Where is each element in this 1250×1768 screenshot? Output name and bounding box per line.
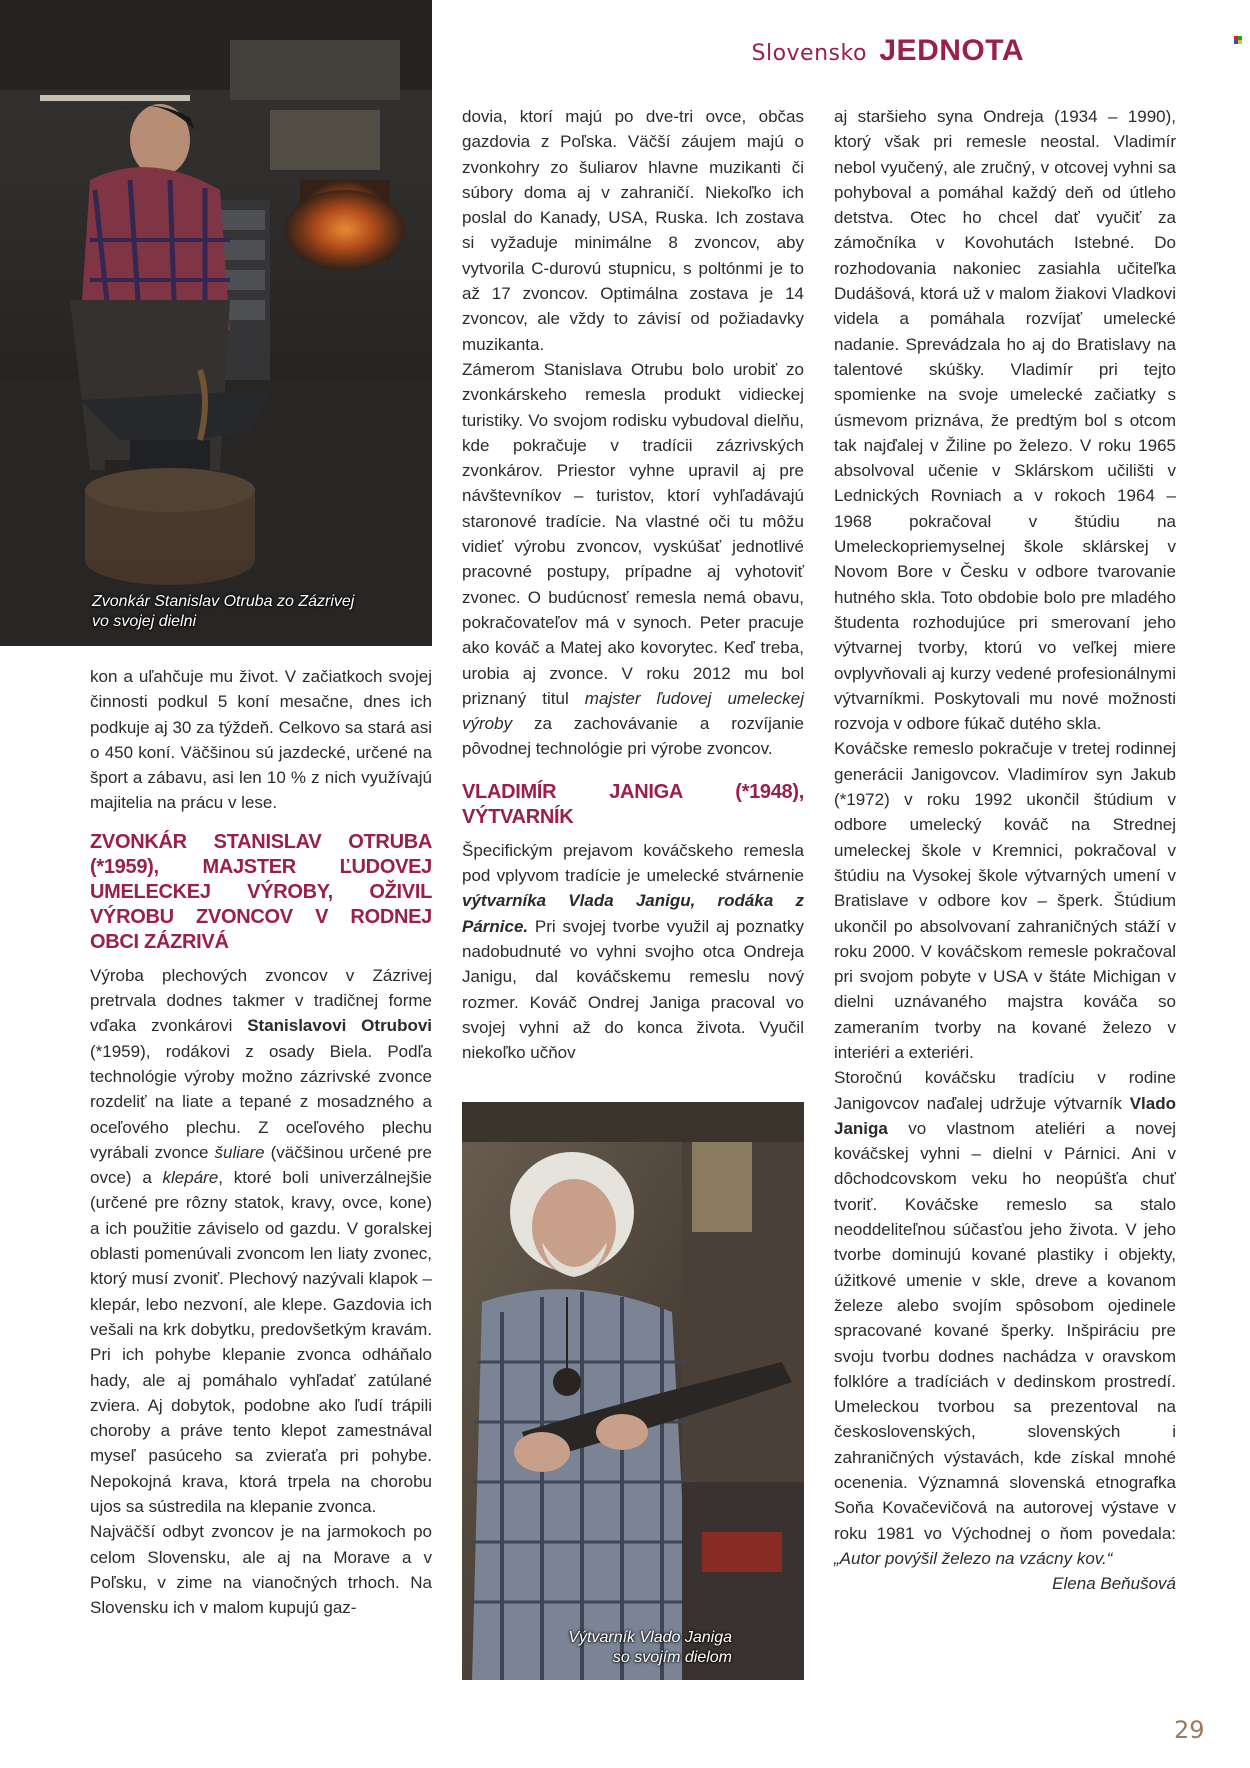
name-otruba: Stanislavovi Otrubovi — [247, 1016, 433, 1036]
brand-logo — [752, 34, 1025, 68]
photo1-caption-line2: vo svojej dielni — [92, 613, 197, 630]
brand-part1: Slovensko — [751, 41, 867, 66]
col3-paragraph-1: aj staršieho syna Ondreja (1934 – 1990), ktorý však pri remesle neostal. Vladimír nebol vyučený, ale zručný, v otcovej vyhni sa pohyboval a pomáhal každý deň od útleho detstva. Otec ho chcel dať vyučiť za zámočníka v Kovohutách Istebné. Do rozhodovania nakoniec zasiahla učiteľka Dudášová, ktorá už v malom žiakovi Vladkovi videla a pomáhala rozvíjať umelecké nadanie. Sprevádzala ho aj do Bratislavy na talentové skúšky. Vladimír pri tejto spomienke na svoje umelecké začiatky s úsmevom priznáva, že predtým bol s otcom tak najďalej v Žiline po železo. V roku 1965 absolvoval učenie v Sklárskom učilišti v Lednických Rovniach a v rokoch 1964 – 1968 pokračoval v štúdiu na Umeleckopriemyselnej škole sklárskej v Novom Bore v Česku v odbore tvarovanie hutného skla. Toto obdobie bolo pre mladého študenta rozhodujúce pri smerovaní jeho výtvarnej tvorby, ktorú vo veľkej miere ovplyvňovali aj kurzy vedené profesionálnymi výtvarníkmi. Poskytovali mu nové možnosti rozvoja v odbore fúkač dutého skla. — [834, 107, 1176, 734]
col1-paragraph-2: Výroba plechových zvoncov v Zázrivej pretrvala dodnes takmer v tradičnej forme vďaka zvonkárovi Stanislavovi Otrubovi (*1959), rodákovi z osady Biela. Podľa technológie výroby možno zázrivské zvonce rozdeliť na liate a tepané z mosadzného a oceľového plechu. Z oceľového plechu vyrábali zvonce šuliare (väčšinou určené pre ovce) a klepáre, ktoré boli univerzálnejšie (určené pre rôzny statok, kravy, ovce, kone) a ich použitie záviselo od gazdu. V goralskej oblasti pomenúvali zvoncom len liaty zvonec, ktorý musí zvoniť. Plechový nazývali klapok – klepár, lebo nezvoní, ale klepe. Gazdovia ich vešali na krk dobytku, predovšetkým kravám. Pri ich pohybe klepanie zvonca odháňalo hady, ale aj pomáhalo vyhľadať zatúlané zviera. Aj dobytok, podobne ako ľudí trápili choroby a práve tento klepot zamestnával myseľ pasúceho sa zvieraťa pri pohybe. Nepokojná krava, ktorá trpela na chorobu ujos sa sústredila na klepanie zvonca. — [90, 965, 433, 1517]
artist-name-emphasis: výtvarníka Vlada Janigu, rodáka z Párnice. — [462, 891, 804, 936]
photo1-caption-line1: Zvonkár Stanislav Otruba zo Zázrivej — [92, 593, 355, 610]
col2-paragraph-2: Zámerom Stanislava Otrubu bolo urobiť zo zvonkárskeho remesla produkt vidieckej turistiky. Vo svojom rodisku vybudoval dielňu, kde pokračuje v tradícii zázrivských zvonkárov. Priestor vyhne upravil aj pre návštevníkov – turistov, ktorí vyhľadávajú staronové tradície. Na vlastné oči tu môžu vidieť výrobu zvoncov, vyskúšať jednotlivé pracovné postupy, prípadne aj vyhotoviť zvonec. O budúcnosť remesla nemá obavu, pokračovateľov má v synoch. Peter pracuje ako kováč a Matej ako kovorytec. Keď treba, urobia aj zvonce. V roku 2012 mu bol priznaný titul majster ľudovej umeleckej výroby za zachovávanie a rozvíjanie pôvodnej technológie pri výrobe zvoncov. — [462, 359, 804, 759]
col2-paragraph-3: Špecifickým prejavom kováčskeho remesla pod vplyvom tradície je umelecké stvárnenie výtvarníka Vlada Janigu, rodáka z Párnice. Pri svojej tvorbe využil aj poznatky nadobudnuté vo vyhni svojho otca Ondreja Janigu, dal kováčskemu remeslu nový rozmer. Kováč Ondrej Janiga pracoval vo svojej vyhni až do konca života. Vyučil niekoľko učňov — [462, 840, 804, 1063]
col1-paragraph-1: kon a uľahčuje mu život. V začiatkoch svojej činnosti podkul 5 koní mesačne, dnes ich podkuje aj 30 za týždeň. Celkovo sa stará asi o 450 koní. Väčšinou sú jazdecké, určené na šport a zábavu, asi len 10 % z nich využívajú majitelia na prácu v lese. — [90, 667, 432, 813]
col3-paragraph-2: Kováčske remeslo pokračuje v tretej rodinnej generácii Janigovcov. Vladimírov syn Jakub (*1972) v roku 1992 ukončil štúdium v odbore umelecký kováč na Strednej umeleckej škole v Kremnici, pokračoval v štúdiu na Vysokej škole výtvarných umení v Bratislave v odbore kov – šperk. Štúdium ukončil po absolvovaní zahraničných stáží v roku 2000. V kováčskom remesle pokračoval pri svojom pobyte v USA v štáte Michigan v dielni uznávaného majstra kováča so zameraním tvorby na kované železo v interiéri a exteriéri. — [834, 739, 1176, 1062]
quote: „Autor povýšil železo na vzácny kov.“ — [834, 1548, 1113, 1568]
photo1-caption — [92, 592, 354, 632]
photo2-caption-line1: Výtvarník Vlado Janiga — [568, 1629, 732, 1646]
page-number: 29 — [1174, 1716, 1205, 1744]
col1-paragraph-3: Najväčší odbyt zvoncov je na jarmokoch po celom Slovensku, ale aj na Morave a v Poľsku, v zime na vianočných trhoch. Na Slovensku ich v malom kupujú gaz- — [90, 1522, 432, 1618]
author-signature: Elena Beňušová — [1052, 1574, 1176, 1594]
column-3 — [834, 104, 1176, 1597]
col2-paragraph-1: dovia, ktorí majú po dve-tri ovce, občas gazdovia z Poľska. Väčší záujem majú o zvonkohry zo šuliarov hlavne muzikanti či súbory doma aj v zahraničí. Niekoľko ich poslal do Kanady, USA, Ruska. Ich zostava si vyžaduje minimálne 8 zvoncov, aby vytvorila C-durovú stupnicu, s poltónmi je to až 17 zvoncov. Optimálna zostava je 14 zvoncov, ale vždy to závisí od požiadavky muzikanta. — [462, 107, 804, 354]
col3-paragraph-3: Storočnú kováčsku tradíciu v rodine Janigovcov naďalej udržuje výtvarník Vlado Janiga vo vlastnom ateliéri a novej kováčskej vyhni – dielni v Párnici. Ani v dôchodcovskom veku ho neopúšťa chuť tvoriť. Kováčske remeslo sa stalo neoddeliteľnou súčasťou jeho života. V jeho tvorbe dominujú kované plastiky i objekty, úžitkové umenie v skle, dreve a kovanom železe alebo svojím spôsobom ojedinele spracované kované šperky. Inšpiráciu pre svoju tvorbu dodnes nachádza v oravskom folklóre a tradíciách v dedinskom prostredí. Umeleckou tvorbou sa prezentoval na československých, slovenských i zahraničných výstavách, kde získal mnohé ocenenia. Významná slovenská etnografka Soňa Kovačevičová na autorovej výstave v roku 1981 vo Východnej o ňom povedala: „Autor povýšil železo na vzácny kov.“ — [834, 1068, 1176, 1568]
corner-mark-icon — [1234, 36, 1242, 44]
column-1 — [90, 664, 432, 1621]
column-2 — [462, 104, 804, 1065]
photo2-caption-line2: so svojím dielom — [612, 1649, 732, 1666]
photo2-caption — [462, 1628, 732, 1668]
photo-artist-janiga — [462, 1102, 804, 1680]
name-janiga: Vlado Janiga — [834, 1093, 1176, 1138]
col2-heading: VLADIMÍR JANIGA (*1948), VÝTVARNÍK — [462, 780, 804, 828]
photo-blacksmith-otruba — [0, 0, 432, 646]
col1-heading: ZVONKÁR STANISLAV OTRUBA (*1959), MAJSTER ĽUDOVEJ UMELECKEJ VÝROBY, OŽIVIL VÝROBU ZVONCOV V RODNEJ OBCI ZÁZRIVÁ — [90, 830, 432, 953]
brand-part2: JEDNOTA — [879, 34, 1024, 67]
